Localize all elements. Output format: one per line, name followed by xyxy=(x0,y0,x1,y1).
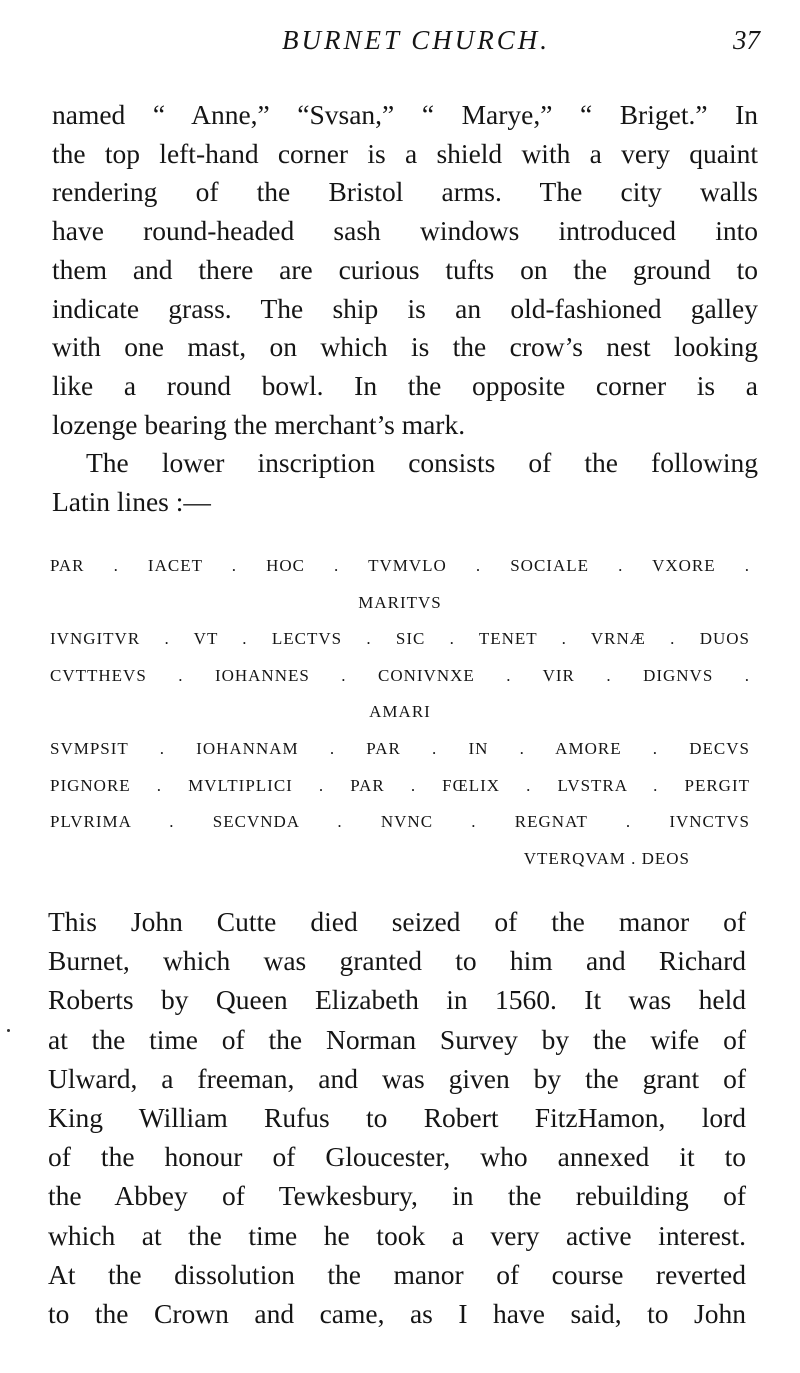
text-line: The lower inscription consists of the following xyxy=(86,447,758,479)
body-text-lower xyxy=(48,902,746,1333)
inscription-line: IVNGITVR . VT . LECTVS . SIC . TENET . VRNÆ . DUOS xyxy=(50,629,750,649)
inscription-line: PAR . IACET . HOC . TVMVLO . SOCIALE . VXORE . xyxy=(50,556,750,575)
inscription-line: PLVRIMA . SECVNDA . NVNC . REGNAT . IVNCTVS xyxy=(50,812,750,832)
text-line: with one mast, on which is the crow’s nest looking xyxy=(52,331,758,363)
text-line: King William Rufus to Robert FitzHamon, lord xyxy=(48,1102,746,1134)
text-line: of the honour of Gloucester, who annexed it to xyxy=(48,1141,746,1173)
text-line: them and there are curious tufts on the ground to xyxy=(52,253,758,285)
inscription-line: CVTTHEVS . IOHANNES . CONIVNXE . VIR . DIGNVS . xyxy=(50,665,750,685)
text-line: which at the time he took a very active interest. xyxy=(48,1219,746,1251)
text-line: Burnet, which was granted to him and Richard xyxy=(48,945,746,977)
margin-ink-speck xyxy=(7,1029,10,1032)
text-line: the top left-hand corner is a shield with a very quaint xyxy=(52,137,758,169)
inscription-line: PIGNORE . MVLTIPLICI . PAR . FŒLIX . LVSTRA . PERGIT xyxy=(50,775,750,795)
text-line: have round-headed sash windows introduced into xyxy=(52,215,758,247)
inscription-line: VTERQVAM . DEOS xyxy=(523,848,690,868)
running-title: BURNET CHURCH. xyxy=(281,25,551,55)
text-line: Roberts by Queen Elizabeth in 1560. It was held xyxy=(48,984,746,1016)
text-line: This John Cutte died seized of the manor of xyxy=(48,906,746,937)
latin-inscription xyxy=(50,548,750,877)
text-line: the Abbey of Tewkesbury, in the rebuilding of xyxy=(48,1180,746,1212)
text-line: Ulward, a freeman, and was given by the grant of xyxy=(48,1062,746,1094)
text-line: Latin lines :— xyxy=(52,486,211,518)
text-line: at the time of the Norman Survey by the wife of xyxy=(48,1023,746,1055)
text-line: At the dissolution the manor of course reverted xyxy=(48,1258,746,1290)
text-line: named “ Anne,” “Svsan,” “ Marye,” “ Briget.” In xyxy=(52,99,758,130)
text-line: lozenge bearing the merchant’s mark. xyxy=(52,408,466,440)
text-line: rendering of the Bristol arms. The city walls xyxy=(52,176,758,208)
body-text-upper xyxy=(52,96,758,522)
inscription-line: MARITVS xyxy=(358,592,442,612)
text-line: indicate grass. The ship is an old-fashioned galley xyxy=(52,292,758,324)
text-line: to the Crown and came, as I have said, to John xyxy=(48,1298,746,1330)
page-number: 37 xyxy=(733,25,760,55)
inscription-line: AMARI xyxy=(369,702,431,722)
text-line: like a round bowl. In the opposite corner is a xyxy=(52,369,758,401)
running-head xyxy=(52,22,760,58)
inscription-line: SVMPSIT . IOHANNAM . PAR . IN . AMORE . DECVS xyxy=(50,738,750,758)
